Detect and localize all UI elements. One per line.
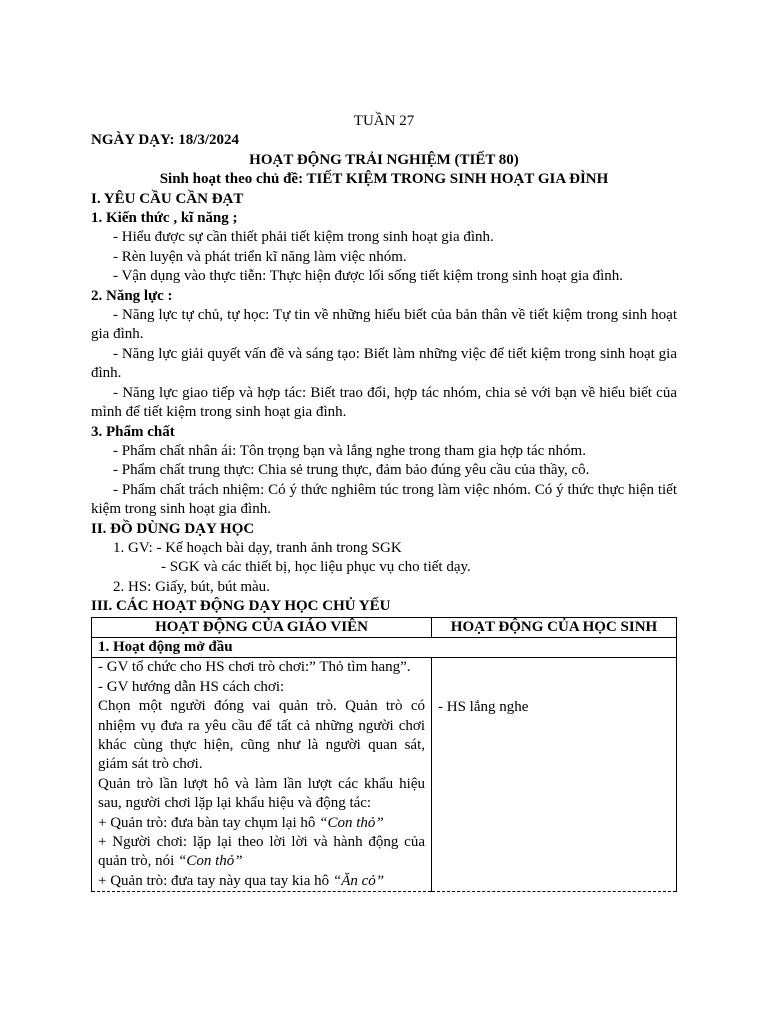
table-row [92, 658, 677, 892]
activity-row-heading: 1. Hoạt động mở đầu [92, 637, 677, 657]
quoted-phrase: “Con thỏ” [178, 853, 243, 870]
competency-item: - Năng lực giao tiếp và hợp tác: Biết trao đổi, hợp tác nhóm, chia sẻ với bạn về hiểu biết của mình để tiết kiệm trong sinh hoạt gia đình. [91, 384, 677, 421]
subsection-1-heading: 1. Kiến thức , kĩ năng ; [91, 210, 238, 227]
paragraph-text: + Quản trò: đưa bàn tay chụm lại hô [98, 814, 320, 831]
competency-item: - Năng lực giải quyết vấn đề và sáng tạo: Biết làm những việc để tiết kiệm trong sinh hoạt gia đình. [91, 345, 677, 382]
topic-line: Sinh hoạt theo chủ đề: TIẾT KIỆM TRONG SINH HOẠT GIA ĐÌNH [159, 171, 609, 188]
activity-title: HOẠT ĐỘNG TRẢI NGHIỆM (TIẾT 80) [249, 151, 519, 168]
table-row [92, 637, 677, 657]
section-1-heading: I. YÊU CẦU CẦN ĐẠT [91, 190, 244, 207]
student-column-header: HOẠT ĐỘNG CỦA HỌC SINH [432, 617, 677, 637]
quality-item: - Phẩm chất trách nhiệm: Có ý thức nghiêm túc trong làm việc nhóm. Có ý thức thực hiện tiết kiệm trong sinh hoạt gia đình. [91, 481, 677, 518]
teacher-materials: 1. GV: - Kế hoạch bài dạy, tranh ảnh trong SGK [113, 539, 402, 556]
subsection-2-heading: 2. Năng lực : [91, 287, 173, 304]
competency-item: - Năng lực tự chủ, tự học: Tự tin về những hiểu biết của bản thân về tiết kiệm trong sinh hoạt gia đình. [91, 307, 677, 343]
quoted-phrase: “Ăn cỏ” [332, 872, 385, 889]
section-3-heading: III. CÁC HOẠT ĐỘNG DẠY HỌC CHỦ YẾU [91, 598, 391, 615]
quoted-phrase: “Con thỏ” [319, 814, 384, 831]
teacher-materials-2: - SGK và các thiết bị, học liệu phục vụ cho tiết dạy. [161, 559, 471, 576]
teacher-paragraph [98, 833, 425, 872]
teacher-activity-cell [92, 658, 432, 892]
student-activity-text: - HS lắng nghe [438, 699, 529, 716]
activities-table [91, 617, 677, 893]
objective-item: - Vận dụng vào thực tiễn: Thực hiện được lối sống tiết kiệm trong sinh hoạt gia đình. [113, 268, 624, 285]
paragraph-text: + Quản trò: đưa tay này qua tay kia hô [98, 872, 333, 889]
teacher-paragraph: - GV tổ chức cho HS chơi trò chơi:” Thỏ tìm hang”. [98, 659, 411, 676]
teacher-paragraph: - GV hướng dẫn HS cách chơi: [98, 678, 285, 695]
lesson-plan-page [91, 112, 677, 892]
student-activity-cell [432, 658, 677, 892]
paragraph-text: + Người chơi: lặp lại theo lời lời và hành động của quản trò, nói [98, 834, 425, 870]
week-label: TUẦN 27 [353, 113, 415, 129]
quality-item: - Phẩm chất nhân ái: Tôn trọng bạn và lắng nghe trong tham gia hợp tác nhóm. [113, 442, 586, 459]
quality-item: - Phẩm chất trung thực: Chia sẻ trung thực, đảm bảo đúng yêu cầu của thầy, cô. [113, 462, 590, 479]
teacher-column-header: HOẠT ĐỘNG CỦA GIÁO VIÊN [92, 617, 432, 637]
table-header-row [92, 617, 677, 637]
teaching-date: NGÀY DẠY: 18/3/2024 [91, 132, 240, 149]
teacher-paragraph [98, 814, 425, 833]
subsection-3-heading: 3. Phẩm chất [91, 423, 175, 440]
teacher-paragraph: Quản trò lần lượt hô và làm lần lượt các khẩu hiệu sau, người chơi lặp lại khẩu hiệu và động tác: [98, 775, 425, 812]
student-materials: 2. HS: Giấy, bút, bút màu. [113, 578, 270, 595]
objective-item: - Rèn luyện và phát triển kĩ năng làm việc nhóm. [113, 248, 407, 265]
teacher-paragraph: Chọn một người đóng vai quản trò. Quản trò có nhiệm vụ đưa ra yêu cầu để tất cả những người chơi khác cùng thực hiện, cũng như là người quan sát, giám sát trò chơi. [98, 698, 425, 773]
section-2-heading: II. ĐỒ DÙNG DẠY HỌC [91, 520, 255, 537]
objective-item: - Hiểu được sự cần thiết phải tiết kiệm trong sinh hoạt gia đình. [113, 229, 494, 246]
teacher-paragraph [98, 872, 425, 891]
